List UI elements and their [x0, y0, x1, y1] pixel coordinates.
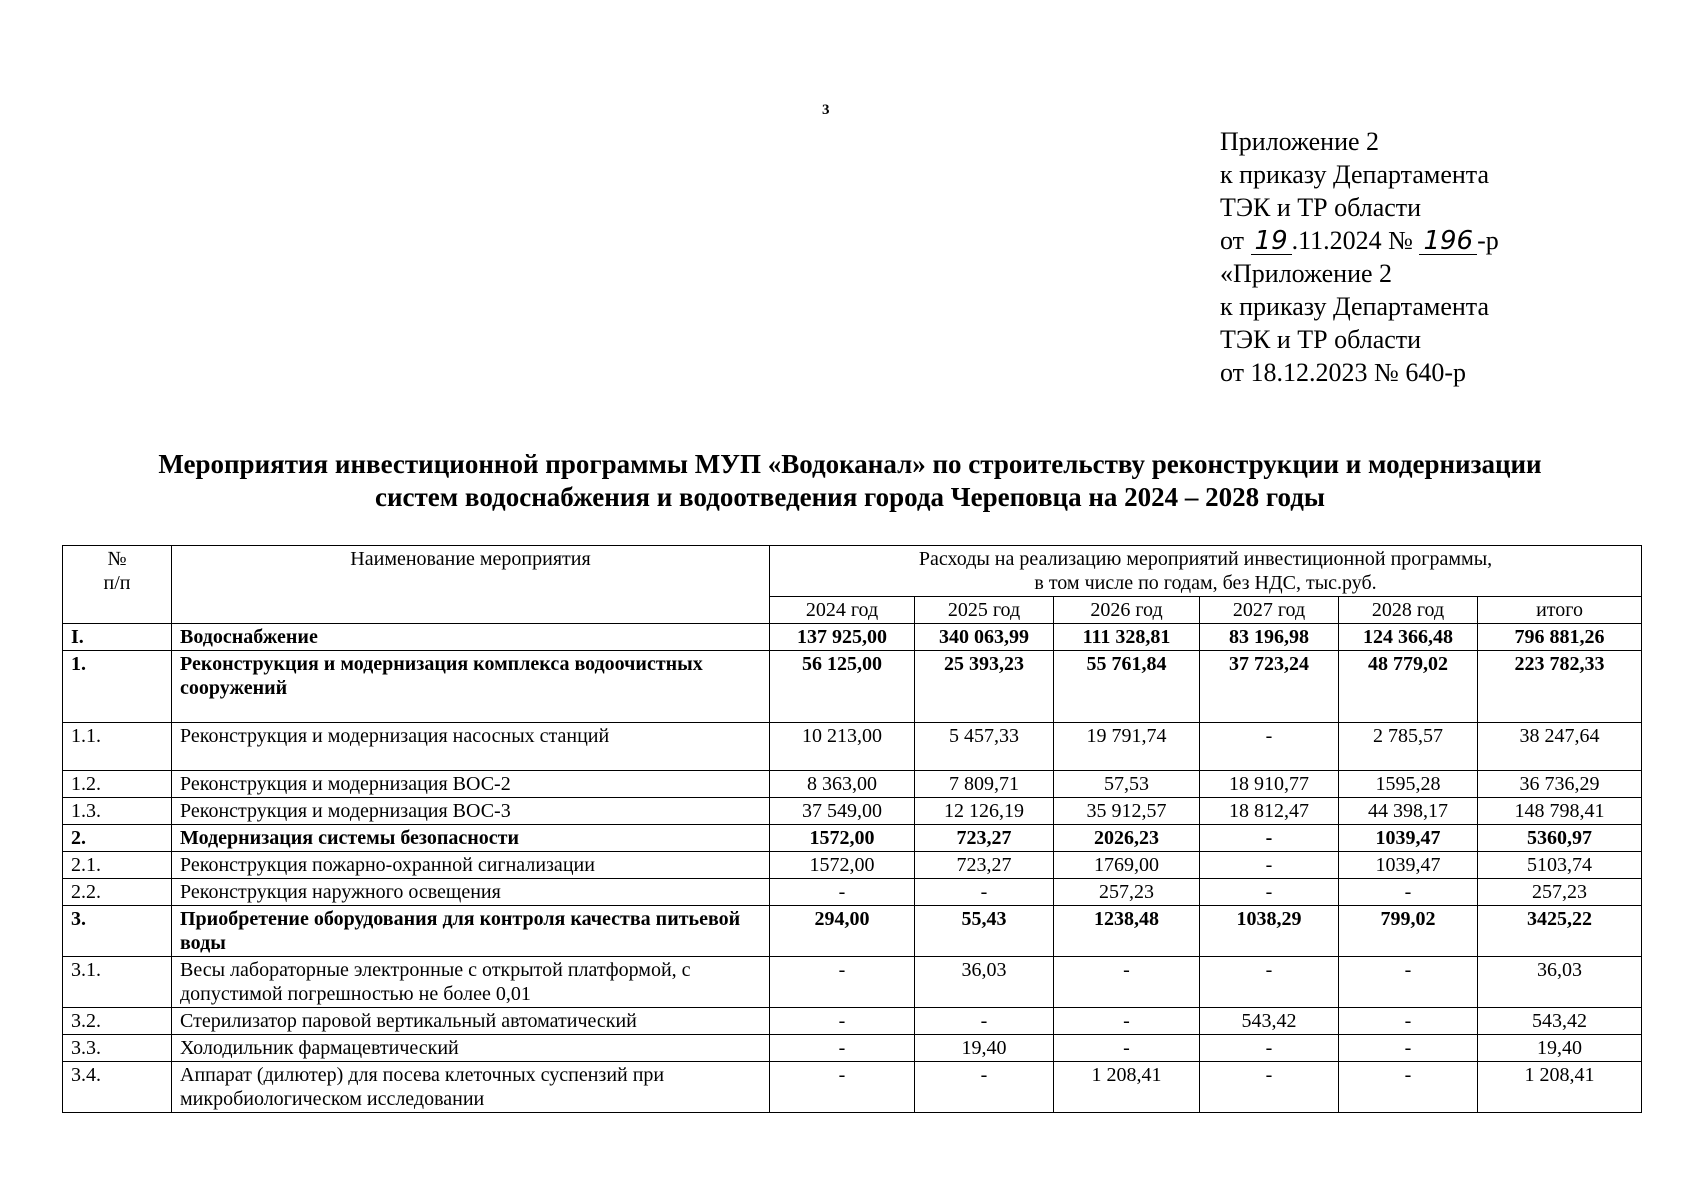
row-name: Модернизация системы безопасности — [172, 825, 770, 852]
row-number: 2. — [63, 825, 172, 852]
row-value: 18 812,47 — [1200, 798, 1339, 825]
row-value: 37 723,24 — [1200, 651, 1339, 723]
table-row — [63, 798, 1642, 825]
row-name: Холодильник фармацевтический — [172, 1035, 770, 1062]
row-number: 3.4. — [63, 1062, 172, 1113]
table-body — [63, 624, 1642, 1113]
approval-line: от 18.12.2023 № 640-р — [1220, 358, 1466, 387]
row-value: - — [770, 1035, 915, 1062]
header-costs-line2: в том числе по годам, без НДС, тыс.руб. — [1034, 572, 1377, 594]
row-number: 1.3. — [63, 798, 172, 825]
row-value: 57,53 — [1054, 771, 1200, 798]
row-value: - — [1339, 1008, 1478, 1035]
row-value: - — [770, 1062, 915, 1113]
table-row — [63, 852, 1642, 879]
row-number: 3. — [63, 906, 172, 957]
table-row — [63, 957, 1642, 1008]
row-number: 3.2. — [63, 1008, 172, 1035]
row-value: - — [1200, 825, 1339, 852]
row-total: 5103,74 — [1478, 852, 1642, 879]
row-value: 137 925,00 — [770, 624, 915, 651]
row-value: - — [915, 879, 1054, 906]
date-prefix: от — [1220, 226, 1245, 255]
investment-table — [62, 545, 1642, 1113]
row-number: 1.2. — [63, 771, 172, 798]
row-number: I. — [63, 624, 172, 651]
row-total: 5360,97 — [1478, 825, 1642, 852]
row-name: Реконструкция и модернизация насосных станций — [172, 723, 770, 771]
row-value: 124 366,48 — [1339, 624, 1478, 651]
row-name: Водоснабжение — [172, 624, 770, 651]
document-title — [60, 448, 1640, 514]
row-value: 56 125,00 — [770, 651, 915, 723]
header-number-line1: № — [107, 548, 127, 570]
row-value: 7 809,71 — [915, 771, 1054, 798]
row-name: Стерилизатор паровой вертикальный автоматический — [172, 1008, 770, 1035]
row-value: 25 393,23 — [915, 651, 1054, 723]
row-name: Реконструкция и модернизация ВОС-2 — [172, 771, 770, 798]
row-value: 1595,28 — [1339, 771, 1478, 798]
row-value: 723,27 — [915, 825, 1054, 852]
row-value: 10 213,00 — [770, 723, 915, 771]
row-value: - — [1200, 957, 1339, 1008]
row-value: 799,02 — [1339, 906, 1478, 957]
row-value: 1769,00 — [1054, 852, 1200, 879]
row-value: - — [1200, 723, 1339, 771]
row-value: 37 549,00 — [770, 798, 915, 825]
title-line-2: систем водоснабжения и водоотведения города Череповца на 2024 – 2028 годы — [375, 482, 1325, 512]
row-value: 83 196,98 — [1200, 624, 1339, 651]
row-value: 8 363,00 — [770, 771, 915, 798]
row-value: 48 779,02 — [1339, 651, 1478, 723]
row-number: 3.1. — [63, 957, 172, 1008]
row-value: 1238,48 — [1054, 906, 1200, 957]
row-name: Реконструкция наружного освещения — [172, 879, 770, 906]
row-number: 2.1. — [63, 852, 172, 879]
row-total: 36 736,29 — [1478, 771, 1642, 798]
row-value: 2026,23 — [1054, 825, 1200, 852]
table-row — [63, 1035, 1642, 1062]
row-number: 2.2. — [63, 879, 172, 906]
header-year: 2025 год — [915, 597, 1054, 624]
header-year: 2024 год — [770, 597, 915, 624]
approval-block — [1220, 125, 1499, 389]
date-rest: .11.2024 № — [1291, 226, 1413, 255]
row-value: - — [1339, 957, 1478, 1008]
row-value: - — [1200, 1062, 1339, 1113]
row-value: 18 910,77 — [1200, 771, 1339, 798]
approval-line: ТЭК и ТР области — [1220, 193, 1422, 222]
row-number: 1. — [63, 651, 172, 723]
row-total: 796 881,26 — [1478, 624, 1642, 651]
row-value: - — [1339, 879, 1478, 906]
row-value: 340 063,99 — [915, 624, 1054, 651]
row-value: - — [770, 957, 915, 1008]
row-name: Аппарат (дилютер) для посева клеточных суспензий при микробиологическом исследовании — [172, 1062, 770, 1113]
table-row — [63, 1062, 1642, 1113]
header-costs — [770, 546, 1642, 597]
row-value: 111 328,81 — [1054, 624, 1200, 651]
header-name: Наименование мероприятия — [172, 546, 770, 624]
row-total: 38 247,64 — [1478, 723, 1642, 771]
row-value: 257,23 — [1054, 879, 1200, 906]
table-row — [63, 651, 1642, 723]
row-name: Приобретение оборудования для контроля качества питьевой воды — [172, 906, 770, 957]
row-value: - — [770, 879, 915, 906]
row-number: 1.1. — [63, 723, 172, 771]
table-row — [63, 771, 1642, 798]
row-value: - — [1054, 1035, 1200, 1062]
row-value: - — [915, 1062, 1054, 1113]
row-value: 35 912,57 — [1054, 798, 1200, 825]
title-line-1: Мероприятия инвестиционной программы МУП «Водоканал» по строительству реконструкции и модернизации — [158, 449, 1542, 479]
row-value: 1039,47 — [1339, 825, 1478, 852]
approval-date-line — [1220, 224, 1499, 257]
order-suffix: -р — [1477, 226, 1499, 255]
row-value: - — [1054, 957, 1200, 1008]
approval-line: к приказу Департамента — [1220, 160, 1490, 189]
row-value: 1572,00 — [770, 852, 915, 879]
row-value: 2 785,57 — [1339, 723, 1478, 771]
table-row — [63, 1008, 1642, 1035]
row-number: 3.3. — [63, 1035, 172, 1062]
table-row — [63, 879, 1642, 906]
header-year: 2028 год — [1339, 597, 1478, 624]
row-value: - — [1200, 852, 1339, 879]
approval-line: «Приложение 2 — [1220, 259, 1393, 288]
handwritten-order-number: 196 — [1419, 228, 1477, 255]
row-total: 1 208,41 — [1478, 1062, 1642, 1113]
approval-line: Приложение 2 — [1220, 127, 1380, 156]
row-value: 294,00 — [770, 906, 915, 957]
table-row — [63, 906, 1642, 957]
row-value: 19,40 — [915, 1035, 1054, 1062]
row-value: - — [770, 1008, 915, 1035]
table-row — [63, 624, 1642, 651]
row-value: 19 791,74 — [1054, 723, 1200, 771]
row-value: 55,43 — [915, 906, 1054, 957]
header-number-line2: п/п — [103, 572, 131, 594]
row-value: 12 126,19 — [915, 798, 1054, 825]
row-total: 19,40 — [1478, 1035, 1642, 1062]
row-value: - — [1200, 1035, 1339, 1062]
row-name: Весы лабораторные электронные с открытой платформой, с допустимой погрешностью не более 0,01 — [172, 957, 770, 1008]
row-value: - — [1339, 1035, 1478, 1062]
header-year: 2026 год — [1054, 597, 1200, 624]
row-total: 543,42 — [1478, 1008, 1642, 1035]
row-value: - — [1054, 1008, 1200, 1035]
row-name: Реконструкция пожарно-охранной сигнализации — [172, 852, 770, 879]
row-value: 1572,00 — [770, 825, 915, 852]
row-value: 44 398,17 — [1339, 798, 1478, 825]
row-name: Реконструкция и модернизация ВОС-3 — [172, 798, 770, 825]
row-value: 1 208,41 — [1054, 1062, 1200, 1113]
row-value: - — [1339, 1062, 1478, 1113]
row-value: - — [1200, 879, 1339, 906]
row-total: 257,23 — [1478, 879, 1642, 906]
header-number — [63, 546, 172, 624]
row-total: 3425,22 — [1478, 906, 1642, 957]
row-total: 223 782,33 — [1478, 651, 1642, 723]
header-year: 2027 год — [1200, 597, 1339, 624]
row-value: 1038,29 — [1200, 906, 1339, 957]
handwritten-day: 19 — [1251, 228, 1292, 255]
table-row — [63, 723, 1642, 771]
row-value: 1039,47 — [1339, 852, 1478, 879]
row-value: 543,42 — [1200, 1008, 1339, 1035]
row-value: 5 457,33 — [915, 723, 1054, 771]
page-number: 3 — [822, 102, 830, 118]
row-total: 36,03 — [1478, 957, 1642, 1008]
row-value: 55 761,84 — [1054, 651, 1200, 723]
row-total: 148 798,41 — [1478, 798, 1642, 825]
header-total: итого — [1478, 597, 1642, 624]
header-costs-line1: Расходы на реализацию мероприятий инвестиционной программы, — [918, 548, 1493, 570]
approval-line: ТЭК и ТР области — [1220, 325, 1422, 354]
row-value: 723,27 — [915, 852, 1054, 879]
row-name: Реконструкция и модернизация комплекса водоочистных сооружений — [172, 651, 770, 723]
row-value: 36,03 — [915, 957, 1054, 1008]
approval-line: к приказу Департамента — [1220, 292, 1490, 321]
table-row — [63, 825, 1642, 852]
row-value: - — [915, 1008, 1054, 1035]
